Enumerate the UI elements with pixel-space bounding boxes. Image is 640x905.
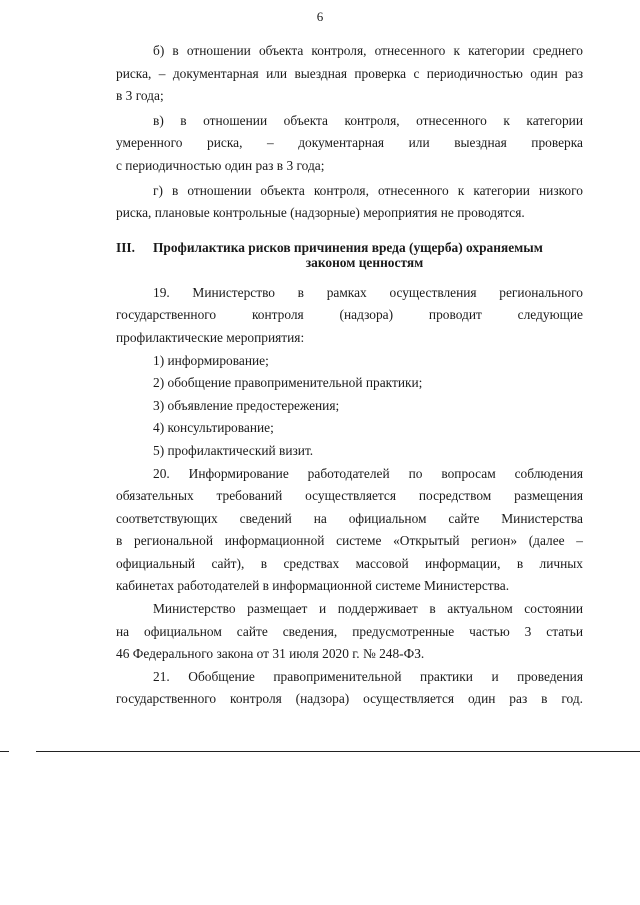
section-number: III. (116, 239, 135, 255)
paragraph-g-line: г) в отношении объекта контроля, отнесенного к категории низкого (153, 182, 583, 198)
list-item: 4) консультирование; (153, 420, 274, 436)
page-bottom-rule (0, 751, 640, 753)
item-21-line: 21. Обобщение правоприменительной практики и проведения (153, 668, 583, 684)
item-20-paragraph-2-line: 46 Федерального закона от 31 июля 2020 г. № 248-ФЗ. (116, 646, 425, 662)
list-item: 5) профилактический визит. (153, 442, 314, 458)
paragraph-b-line: б) в отношении объекта контроля, отнесенного к категории среднего (153, 43, 583, 58)
paragraph-v-line: в) в отношении объекта контроля, отнесенного к категории (153, 112, 583, 128)
document-body (116, 40, 583, 711)
rule-segment (36, 751, 640, 752)
item-19-line: 19. Министерство в рамках осуществления регионального (153, 284, 583, 300)
item-20-line: обязательных требований осуществляется посредством размещения (116, 488, 583, 504)
item-20-line: 20. Информирование работодателей по вопросам соблюдения (153, 465, 583, 481)
section-heading (116, 240, 583, 270)
item-20-line: кабинетах работодателей в информационной системе Министерства. (116, 578, 510, 594)
item-20-line: официальный сайт), в средствах массовой информации, в личных (116, 555, 583, 571)
paragraph-b-line: в 3 года; (116, 88, 164, 104)
item-20-paragraph-2-line: на официальном сайте сведения, предусмотренные частью 3 статьи (116, 623, 583, 639)
paragraph-v-line: умеренного риска, – документарная или выездная проверка (116, 135, 583, 151)
item-21-line: государственного контроля (надзора) осуществляется один раз в год. (116, 691, 583, 707)
item-19-line: профилактические мероприятия: (116, 329, 305, 345)
section-title-line: Профилактика рисков причинения вреда (ущерба) охраняемым (153, 239, 543, 255)
section-title-line: законом ценностям (305, 254, 424, 270)
paragraph-b-line: риска, – документарная или выездная проверка с периодичностью один раз (116, 65, 583, 81)
list-item: 3) объявление предостережения; (153, 397, 340, 413)
item-20-line: соответствующих сведений на официальном сайте Министерства (116, 510, 583, 526)
item-20-line: в региональной информационной системе «Открытый регион» (далее – (116, 533, 583, 549)
item-20-paragraph-2-line: Министерство размещает и поддерживает в актуальном состоянии (153, 601, 583, 617)
rule-segment (0, 751, 9, 752)
list-item: 1) информирование; (153, 352, 269, 368)
paragraph-v-line: с периодичностью один раз в 3 года; (116, 157, 325, 173)
paragraph-g-line: риска, плановые контрольные (надзорные) мероприятия не проводятся. (116, 205, 525, 221)
list-item: 2) обобщение правоприменительной практики; (153, 375, 423, 391)
page-number: 6 (316, 9, 324, 24)
item-19-line: государственного контроля (надзора) проводит следующие (116, 307, 583, 323)
